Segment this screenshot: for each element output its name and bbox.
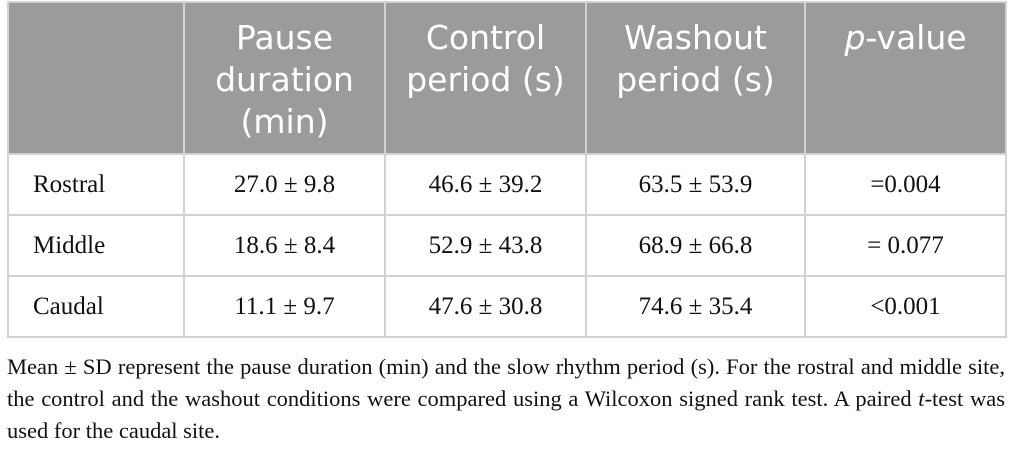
pause-duration-cell: 27.0 ± 9.8 <box>184 154 385 215</box>
washout-period-cell: 74.6 ± 35.4 <box>586 276 805 337</box>
p-value-cell: <0.001 <box>805 276 1006 337</box>
header-p-rest: -value <box>865 18 967 57</box>
washout-period-cell: 68.9 ± 66.8 <box>586 215 805 276</box>
table-row <box>8 276 1006 337</box>
table-header-row <box>8 2 1006 154</box>
row-label: Rostral <box>8 154 184 215</box>
row-label: Middle <box>8 215 184 276</box>
header-p-italic: p <box>844 18 866 57</box>
table-row <box>8 215 1006 276</box>
table-footnote <box>7 351 1005 447</box>
results-table <box>7 1 1007 338</box>
control-period-cell: 46.6 ± 39.2 <box>385 154 586 215</box>
control-period-cell: 47.6 ± 30.8 <box>385 276 586 337</box>
header-control-period: Control period (s) <box>385 2 586 154</box>
row-label: Caudal <box>8 276 184 337</box>
header-p-value <box>805 2 1006 154</box>
header-corner <box>8 2 184 154</box>
washout-period-cell: 63.5 ± 53.9 <box>586 154 805 215</box>
footnote-text-1: Mean ± SD represent the pause duration (min) and the slow rhythm period (s). For the rostral and middle site, the control and the washout conditions were compared using a Wilcoxon signed rank test. A paired <box>7 354 1005 411</box>
footnote-text-2: -test was used for the caudal site. <box>7 386 1005 443</box>
footnote-t-italic: t <box>918 386 925 411</box>
pause-duration-cell: 11.1 ± 9.7 <box>184 276 385 337</box>
table-row <box>8 154 1006 215</box>
p-value-cell: =0.004 <box>805 154 1006 215</box>
pause-duration-cell: 18.6 ± 8.4 <box>184 215 385 276</box>
p-value-cell: = 0.077 <box>805 215 1006 276</box>
control-period-cell: 52.9 ± 43.8 <box>385 215 586 276</box>
header-pause-duration: Pause duration (min) <box>184 2 385 154</box>
header-washout-period: Washout period (s) <box>586 2 805 154</box>
